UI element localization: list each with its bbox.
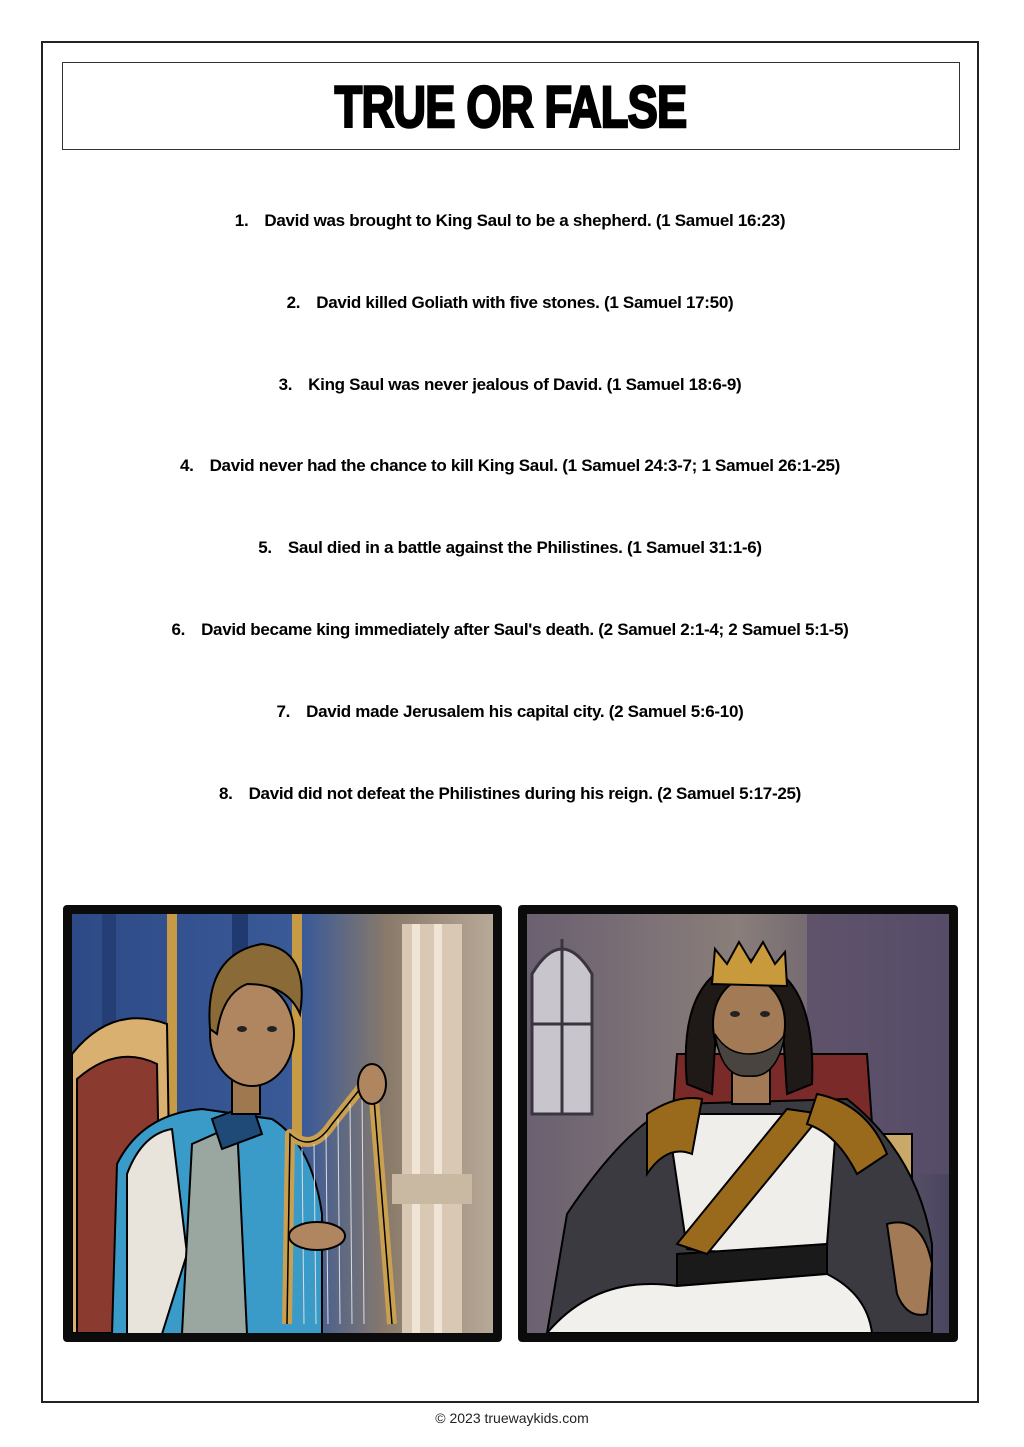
illustration-david-harp [63, 905, 502, 1342]
david-harp-image [72, 914, 493, 1333]
question-4: 4. David never had the chance to kill King Saul. (1 Samuel 24:3-7; 1 Samuel 26:1-25) [179, 456, 840, 475]
question-6: 6. David became king immediately after Saul's death. (2 Samuel 2:1-4; 2 Samuel 5:1-5) [171, 620, 849, 639]
question-2: 2. David killed Goliath with five stones. (1 Samuel 17:50) [286, 293, 734, 312]
king-saul-image [527, 914, 949, 1333]
copyright-footer: © 2023 truewaykids.com [435, 1410, 589, 1426]
question-7: 7. David made Jerusalem his capital city. (2 Samuel 5:6-10) [276, 702, 744, 721]
question-3: 3. King Saul was never jealous of David. (1 Samuel 18:6-9) [278, 375, 742, 394]
illustration-king-saul [518, 905, 958, 1342]
question-8: 8. David did not defeat the Philistines during his reign. (2 Samuel 5:17-25) [218, 784, 801, 803]
title-box [62, 62, 960, 150]
question-5: 5. Saul died in a battle against the Philistines. (1 Samuel 31:1-6) [258, 538, 762, 557]
question-1: 1. David was brought to King Saul to be a shepherd. (1 Samuel 16:23) [234, 211, 786, 230]
page-title: TRUE OR FALSE [335, 75, 687, 140]
